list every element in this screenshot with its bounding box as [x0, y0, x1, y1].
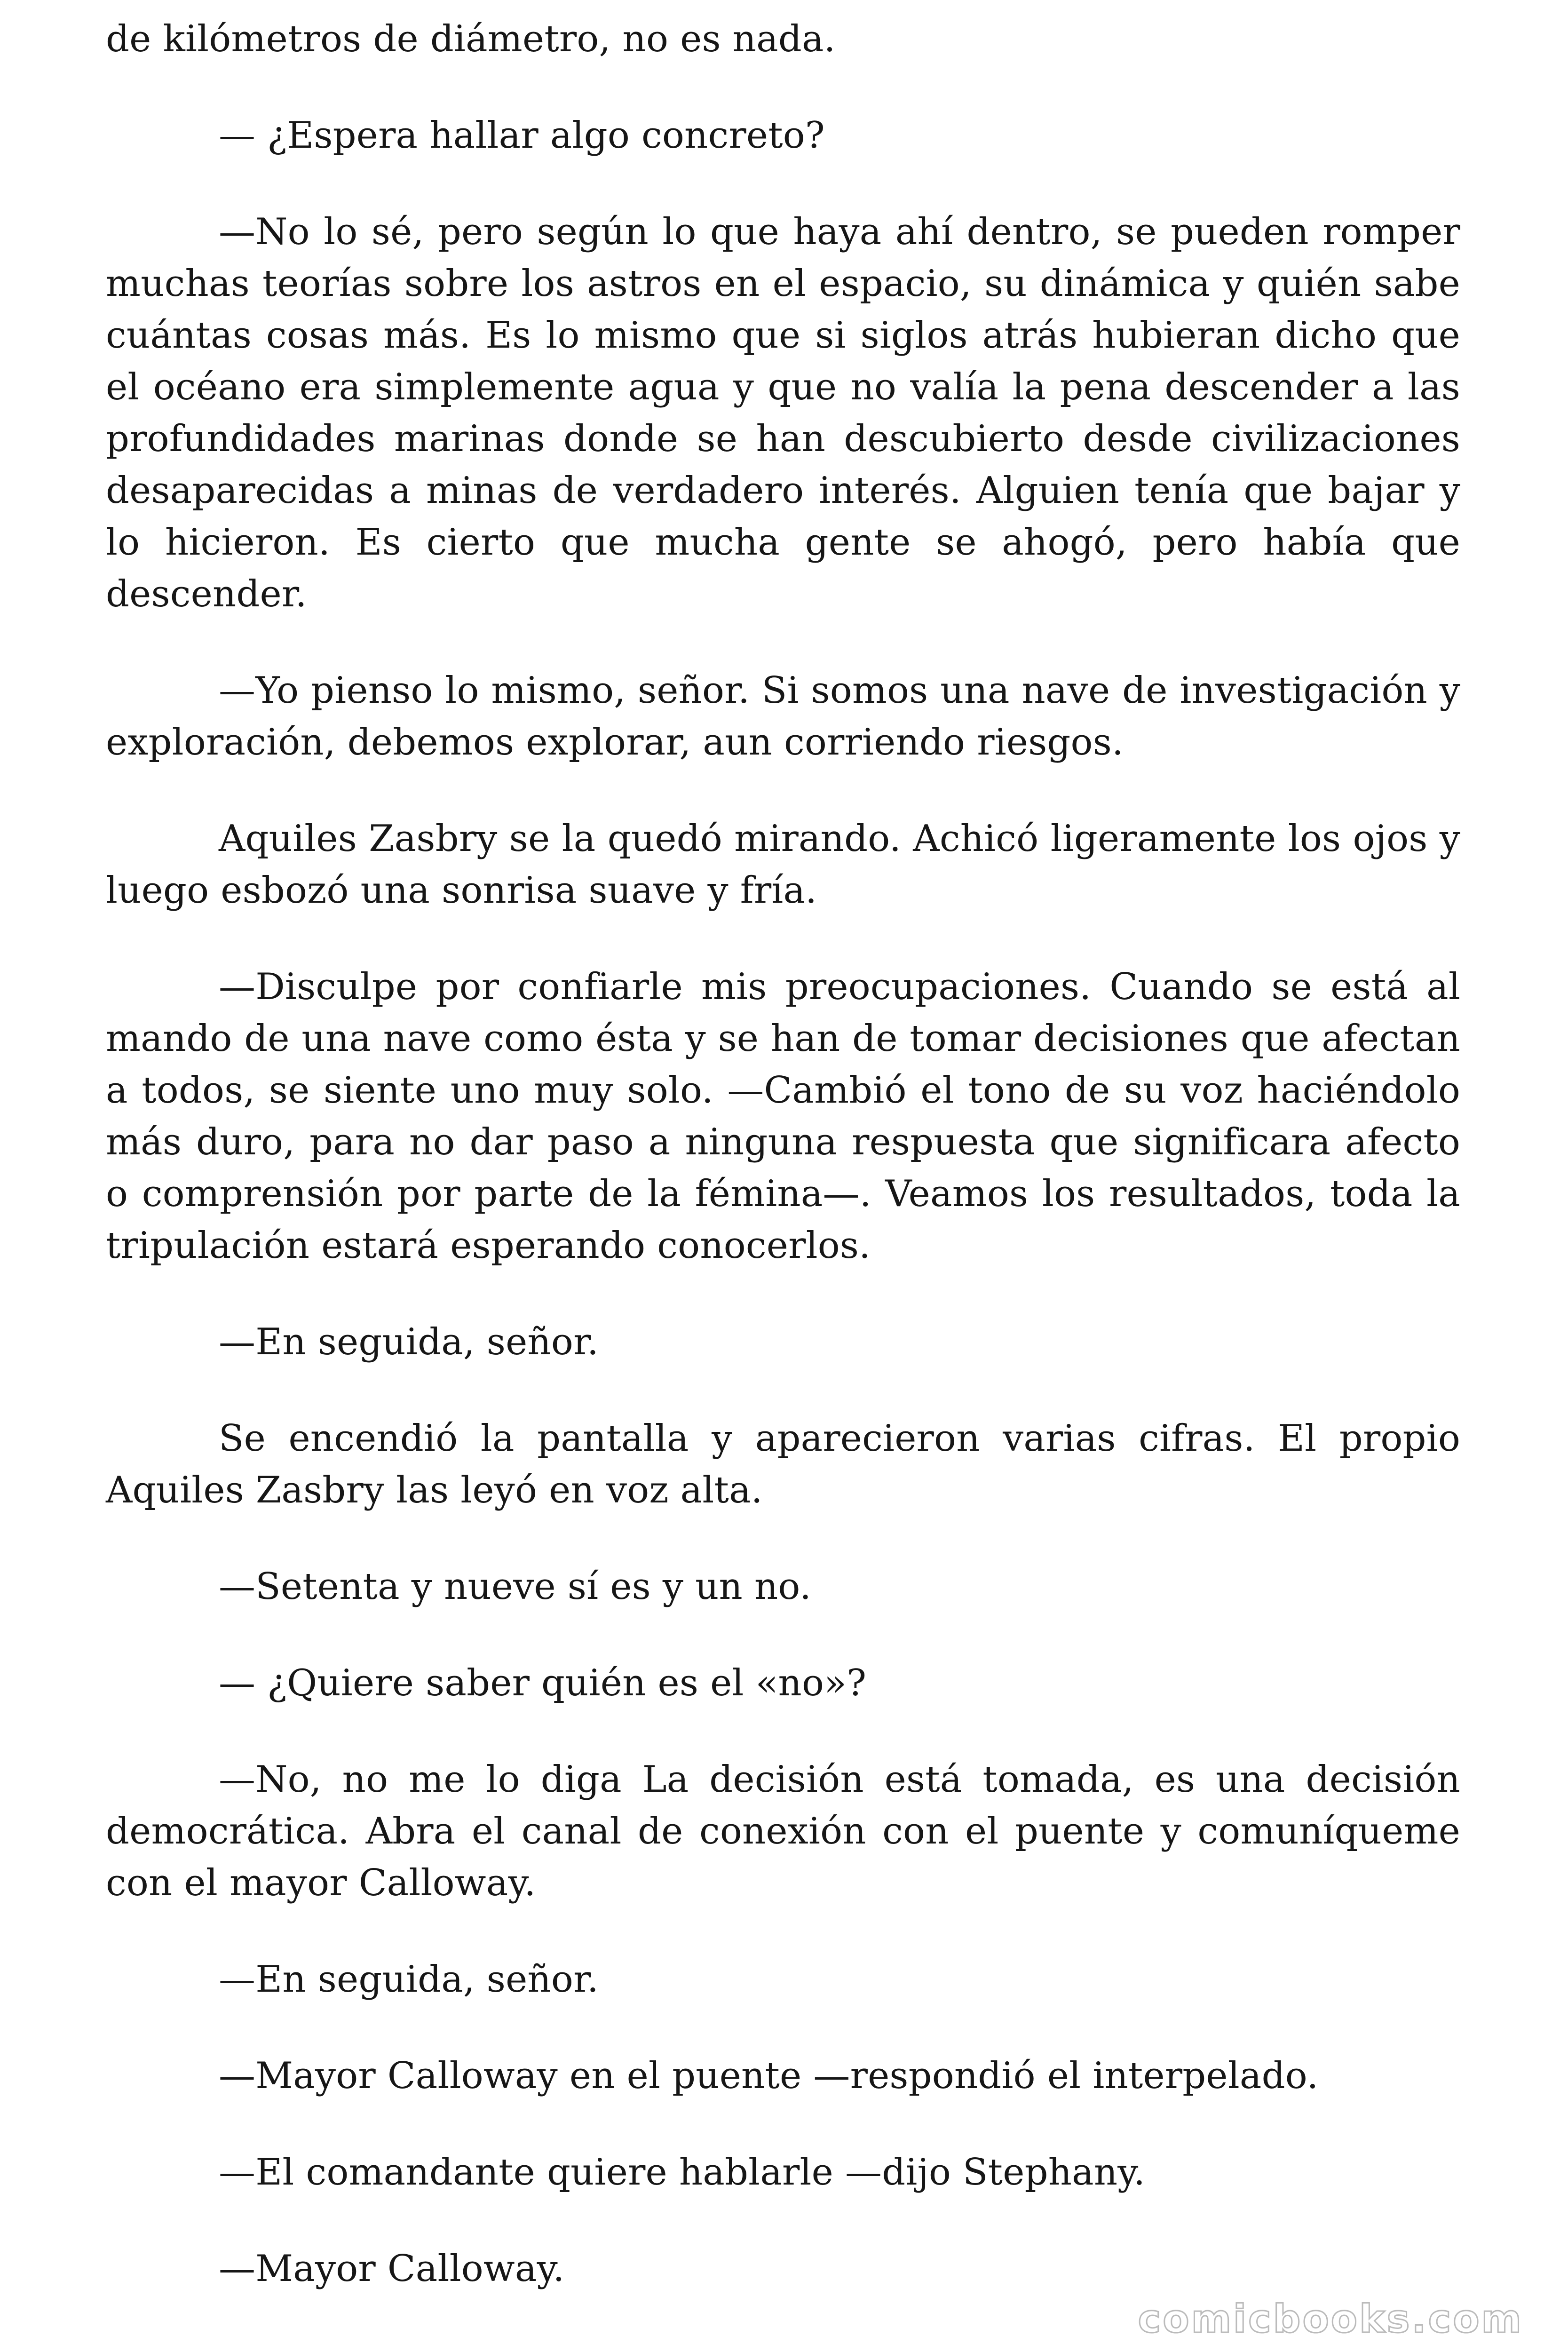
paragraph-dialogue: —El comandante quiere hablarle —dijo Stephany.	[219, 2151, 1146, 2193]
paragraph-dialogue: — ¿Espera hallar algo concreto?	[219, 114, 825, 157]
paragraph-dialogue: — ¿Quiere saber quién es el «no»?	[219, 1662, 867, 1704]
paragraph-dialogue: —Mayor Calloway en el puente —respondió el interpelado.	[219, 2055, 1319, 2097]
paragraph-continuation: de kilómetros de diámetro, no es nada.	[106, 18, 836, 60]
paragraph-dialogue: —Mayor Calloway.	[219, 2248, 565, 2290]
paragraph-dialogue: —No lo sé, pero según lo que haya ahí dentro, se pueden romper muchas teorías sobre los astros en el espacio, su dinámica y quién sabe cuántas cosas más. Es lo mismo que si siglos atrás hubieran dicho que el océano era simplemente agua y que no valía la pena descender a las profundidades marinas donde se han descubierto desde civilizaciones desaparecidas a minas de verdadero interés. Alguien tenía que bajar y lo hicieron. Es cierto que mucha gente se ahogó, pero había que descender.	[106, 211, 1460, 615]
paragraph-dialogue: —Yo pienso lo mismo, señor. Si somos una nave de investigación y exploración, debemos explorar, aun corriendo riesgos.	[106, 669, 1460, 763]
paragraph-dialogue: —En seguida, señor.	[219, 1958, 599, 2001]
watermark: comicbooks.com	[1138, 2297, 1523, 2342]
paragraph-dialogue: —No, no me lo diga La decisión está tomada, es una decisión democrática. Abra el canal de conexión con el puente y comuníqueme con el mayor Calloway.	[106, 1758, 1460, 1904]
paragraph-dialogue: —Disculpe por confiarle mis preocupaciones. Cuando se está al mando de una nave como ésta y se han de tomar decisiones que afectan a todos, se siente uno muy solo. —Cambió el tono de su voz haciéndolo más duro, para no dar paso a ninguna respuesta que significara afecto o comprensión por parte de la fémina—. Veamos los resultados, toda la tripulación estará esperando conocerlos.	[106, 966, 1460, 1267]
paragraph-narration: Aquiles Zasbry se la quedó mirando. Achicó ligeramente los ojos y luego esbozó una sonrisa suave y fría.	[106, 818, 1460, 912]
paragraph-narration: Se encendió la pantalla y aparecieron varias cifras. El propio Aquiles Zasbry las leyó en voz alta.	[106, 1417, 1460, 1511]
paragraph-dialogue: —Setenta y nueve sí es y un no.	[219, 1565, 812, 1608]
page-text	[106, 13, 1460, 2339]
paragraph-dialogue: —En seguida, señor.	[219, 1321, 599, 1363]
